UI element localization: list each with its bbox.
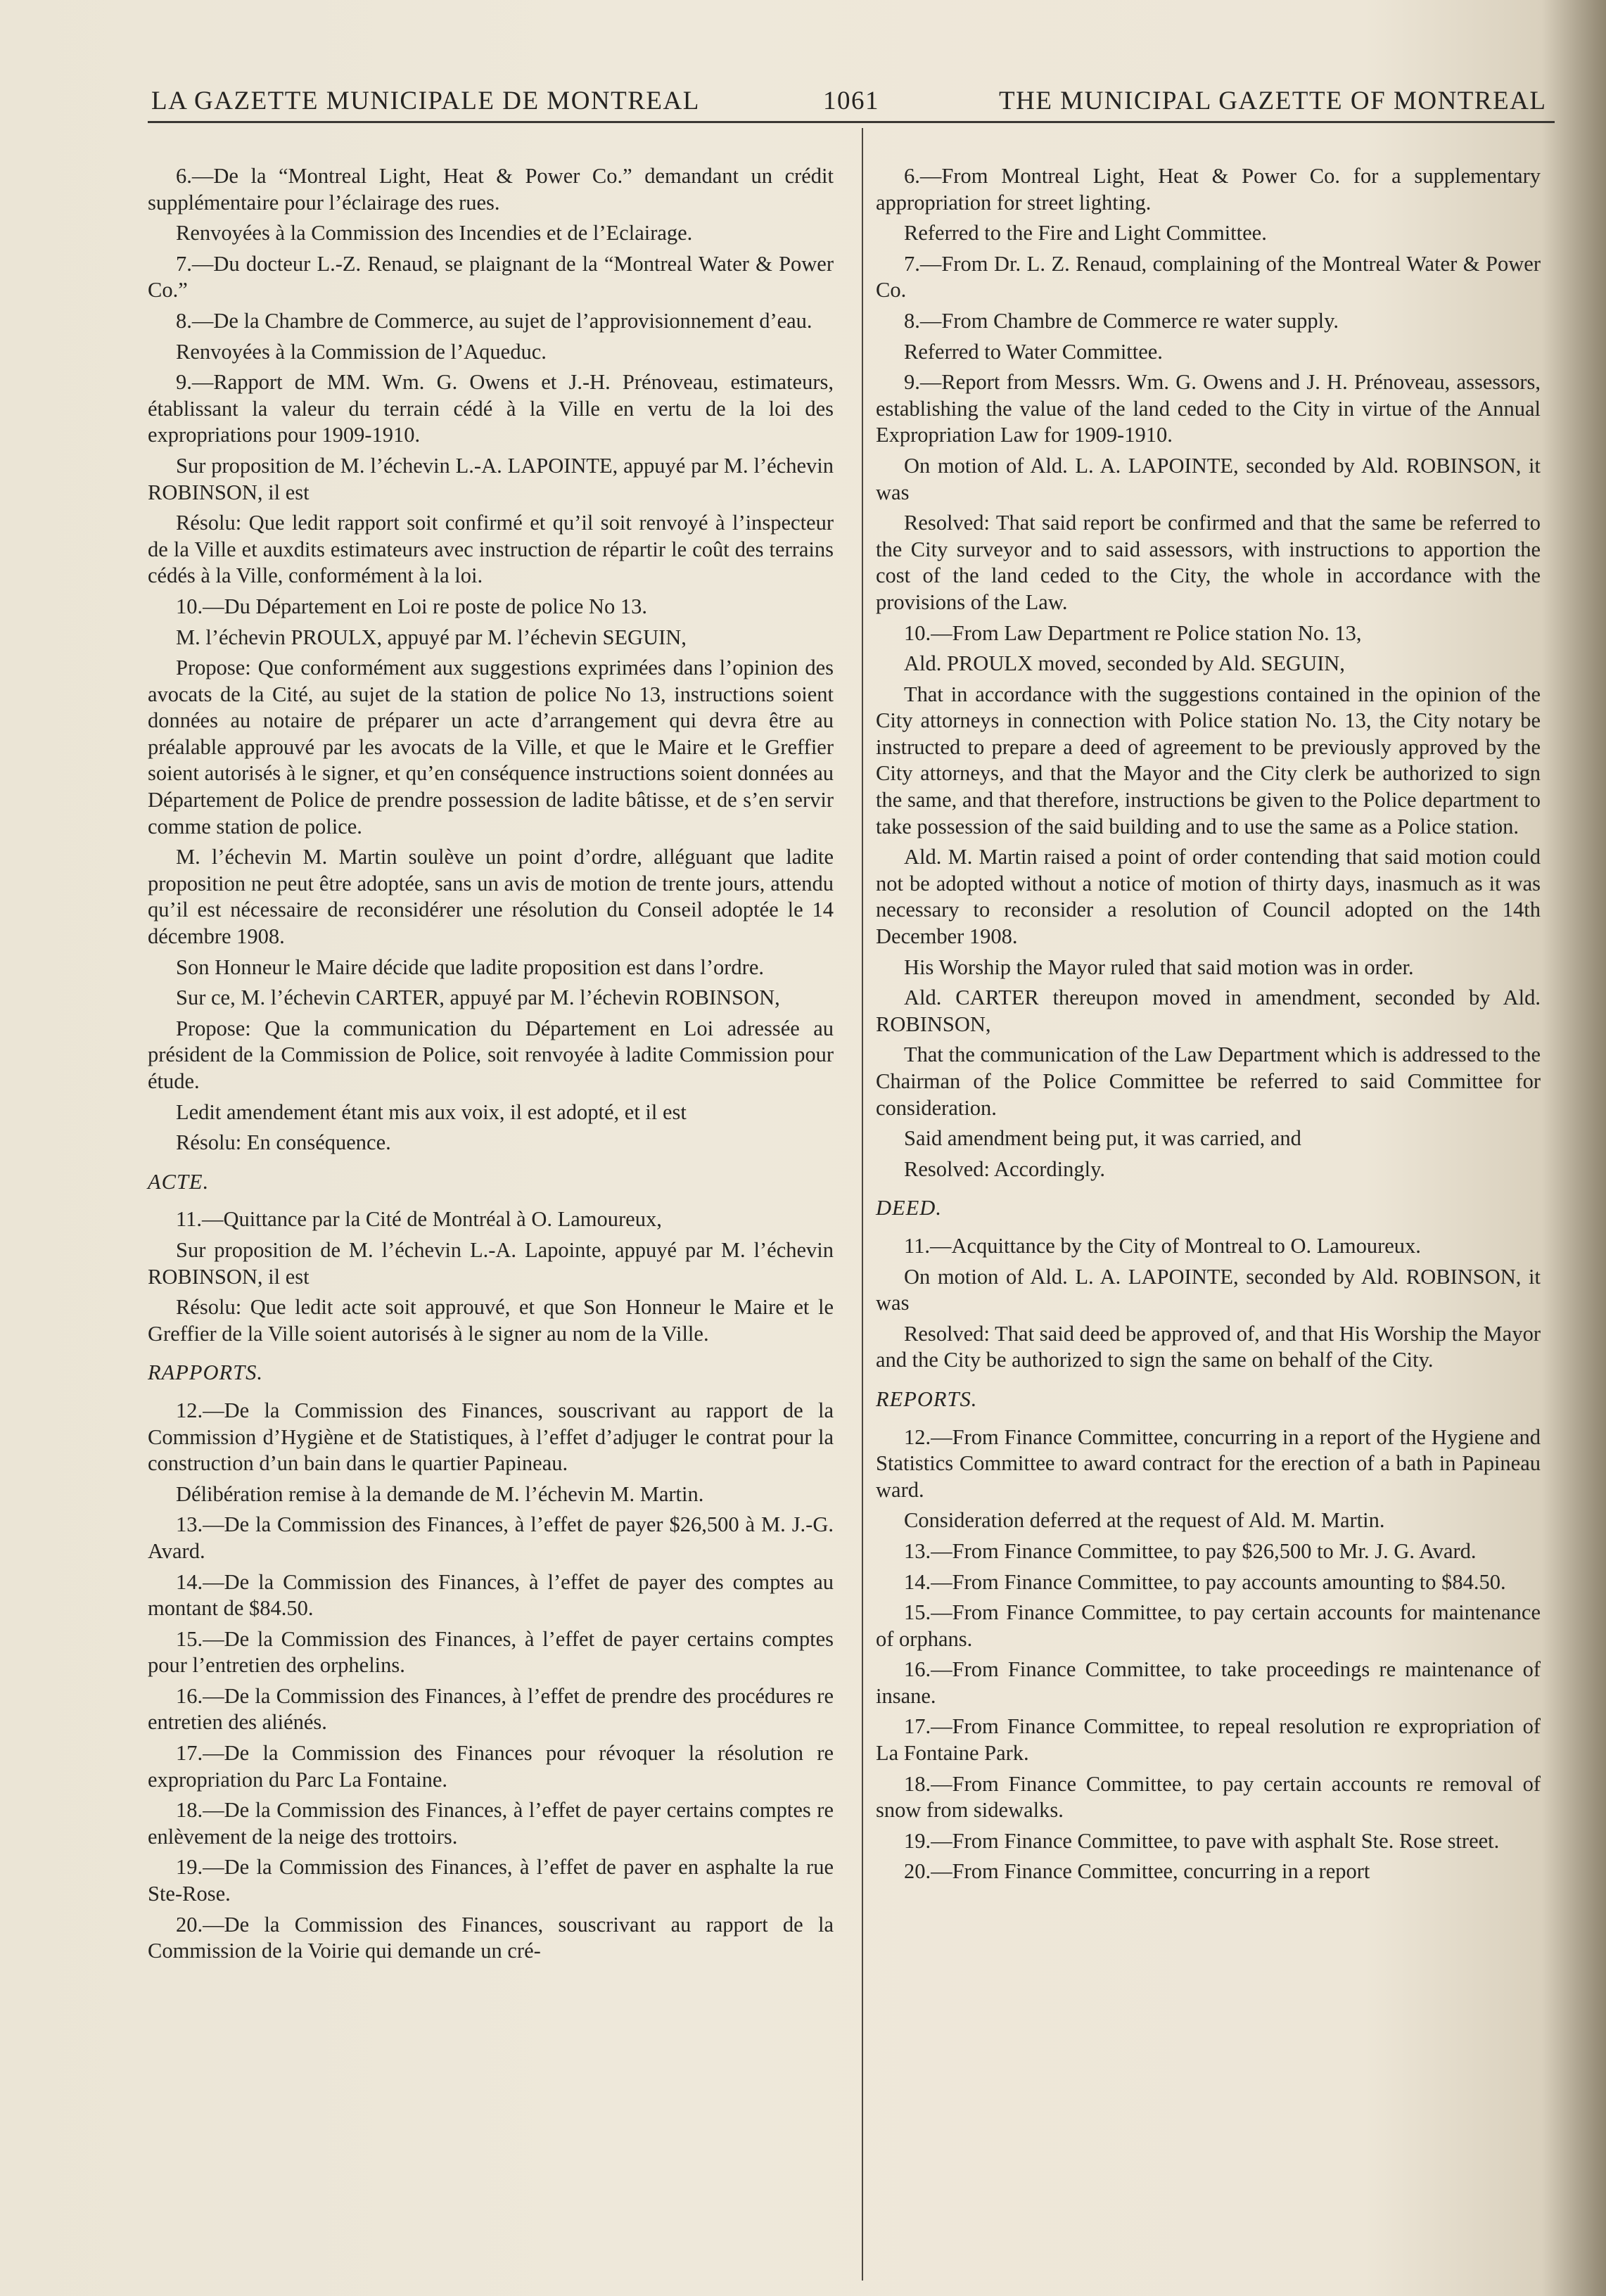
header-english-title: THE MUNICIPAL GAZETTE OF MONTREAL [999, 87, 1547, 115]
paragraph: Renvoyées à la Commission des Incendies et de l’Eclairage. [176, 221, 693, 245]
paragraph: M. l’échevin PROULX, appuyé par M. l’échevin SEGUIN, [176, 625, 687, 649]
paragraph: 7.—Du docteur L.-Z. Renaud, se plaignant de la “Montreal Water & Power Co.” [148, 251, 834, 302]
paragraph: 20.—From Finance Committee, concurring in a report [904, 1859, 1370, 1884]
paragraph: 12.—De la Commission des Finances, souscrivant au rapport de la Commission d’Hygiène et de Statistiques, à l’effet d’adjuger le contrat pour la construction d’un bain dans le quartier Papineau. [148, 1398, 834, 1476]
paragraph: 10.—From Law Department re Police station No. 13, [904, 620, 1362, 645]
paragraph: 19.—From Finance Committee, to pave with asphalt Ste. Rose street. [904, 1828, 1500, 1853]
paragraph: 20.—De la Commission des Finances, souscrivant au rapport de la Commission de la Voirie qui demande un cré- [148, 1912, 834, 1963]
paragraph: Said amendment being put, it was carried, and [904, 1126, 1301, 1151]
paragraph: 16.—From Finance Committee, to take proceedings re maintenance of insane. [876, 1657, 1541, 1708]
paragraph: Resolved: That said report be confirmed and that the same be referred to the City surveyor and to said assessors, with instructions to apportion the cost of the land ceded to the City, the whole in accordance with the provisions of the Law. [876, 511, 1541, 614]
paragraph: His Worship the Mayor ruled that said motion was in order. [904, 955, 1414, 979]
paragraph: 13.—From Finance Committee, to pay $26,500 to Mr. J. G. Avard. [904, 1538, 1477, 1563]
paragraph: Résolu: En conséquence. [176, 1130, 391, 1155]
paragraph: 18.—From Finance Committee, to pay certain accounts re removal of snow from sidewalks. [876, 1771, 1541, 1823]
paragraph: 8.—From Chambre de Commerce re water supply. [904, 308, 1339, 333]
paragraph: On motion of Ald. L. A. LAPOINTE, seconded by Ald. ROBINSON, it was [876, 453, 1541, 504]
paragraph: 17.—De la Commission des Finances pour révoquer la résolution re expropriation du Parc La Fontaine. [148, 1741, 834, 1792]
paragraph: On motion of Ald. L. A. LAPOINTE, seconded by Ald. ROBINSON, it was [876, 1264, 1541, 1315]
paragraph: 9.—Report from Messrs. Wm. G. Owens and J. H. Prénoveau, assessors, establishing the value of the land ceded to the City in virtue of the Annual Expropriation Law for 1909-1910. [876, 370, 1541, 447]
english-column [876, 163, 1541, 1889]
paragraph: 17.—From Finance Committee, to repeal resolution re expropriation of La Fontaine Park. [876, 1714, 1541, 1766]
paragraph: Délibération remise à la demande de M. l’échevin M. Martin. [176, 1481, 704, 1506]
paragraph: 16.—De la Commission des Finances, à l’effet de prendre des procédures re entretien des aliénés. [148, 1683, 834, 1735]
paragraph: Ald. M. Martin raised a point of order contending that said motion could not be adopted without a notice of motion of thirty days, inasmuch as it was necessary to reconsider a resolution of Council adopted on the 14th December 1908. [876, 845, 1541, 949]
paragraph: M. l’échevin M. Martin soulève un point d’ordre, alléguant que ladite proposition ne peut être adoptée, sans un avis de motion de trente jours, attendu qu’il est nécessaire de reconsidérer une résolution du Conseil adoptée le 14 décembre 1908. [148, 845, 834, 949]
paragraph: 6.—De la “Montreal Light, Heat & Power Co.” demandant un crédit supplémentaire pour l’éclairage des rues. [148, 164, 834, 215]
paragraph: Ledit amendement étant mis aux voix, il est adopté, et il est [176, 1099, 687, 1124]
paragraph: 15.—De la Commission des Finances, à l’effet de payer certains comptes pour l’entretien des orphelins. [148, 1626, 834, 1678]
paragraph: 15.—From Finance Committee, to pay certain accounts for maintenance of orphans. [876, 1600, 1541, 1651]
paragraph: Sur proposition de M. l’échevin L.-A. LAPOINTE, appuyé par M. l’échevin ROBINSON, il est [148, 453, 834, 504]
paragraph: Résolu: Que ledit rapport soit confirmé et qu’il soit renvoyé à l’inspecteur de la Ville et auxdits estimateurs avec instruction de répartir le coût des terrains cédés à la Ville, conformément à la loi. [148, 511, 834, 588]
paragraph: Resolved: That said deed be approved of, and that His Worship the Mayor and the City be authorized to sign the same on behalf of the City. [876, 1321, 1541, 1372]
paragraph: Ald. CARTER thereupon moved in amendment, seconded by Ald. ROBINSON, [876, 986, 1541, 1036]
page-number: 1061 [823, 87, 879, 115]
paragraph: That the communication of the Law Department which is addressed to the Chairman of the Police Committee be referred to said Committee for consideration. [876, 1042, 1541, 1120]
column-divider [862, 128, 863, 2281]
paragraph: Resolved: Accordingly. [904, 1156, 1106, 1181]
paragraph: 14.—De la Commission des Finances, à l’effet de payer des comptes au montant de $84.50. [148, 1569, 834, 1621]
paragraph: Résolu: Que ledit acte soit approuvé, et que Son Honneur le Maire et le Greffier de la Ville soient autorisés à le signer au nom de la Ville. [148, 1295, 834, 1346]
paragraph: Propose: Que conformément aux suggestions exprimées dans l’opinion des avocats de la Cité, au sujet de la station de police No 13, instructions soient données au notaire de préparer un acte d’arrangement qui devra être au préalable approuvé par les avocats de la Ville, et que le Maire et le Greffier soient autorisés à le signer, et qu’en conséquence instructions soient données au Département de Police de prendre possession de ladite bâtisse, et de s’en servir comme station de police. [148, 656, 834, 838]
paragraph: That in accordance with the suggestions contained in the opinion of the City attorneys in connection with Police station No. 13, the City notary be instructed to prepare a deed of agreement to be previously approved by the City attorneys, and that the Mayor and the City clerk be authorized to sign the same, and that therefore, instructions be given to the Police department to take possession of the said building and to use the same as a Police station. [876, 682, 1541, 838]
paragraph: 6.—From Montreal Light, Heat & Power Co. for a supplementary appropriation for street lighting. [876, 164, 1541, 215]
paragraph: Ald. PROULX moved, seconded by Ald. SEGUIN, [904, 651, 1345, 676]
paragraph: Son Honneur le Maire décide que ladite proposition est dans l’ordre. [176, 955, 764, 979]
paragraph: 11.—Quittance par la Cité de Montréal à O. Lamoureux, [176, 1207, 662, 1232]
paragraph: Sur proposition de M. l’échevin L.-A. Lapointe, appuyé par M. l’échevin ROBINSON, il est [148, 1237, 834, 1289]
paragraph: 10.—Du Département en Loi re poste de police No 13. [176, 594, 647, 618]
paragraph: 11.—Acquittance by the City of Montreal to O. Lamoureux. [904, 1233, 1421, 1258]
section-heading: DEED. [876, 1196, 942, 1220]
page-header [151, 86, 1551, 120]
paragraph: 13.—De la Commission des Finances, à l’effet de payer $26,500 à M. J.-G. Avard. [148, 1512, 834, 1563]
paragraph: Propose: Que la communication du Département en Loi adressée au président de la Commission de Police, soit renvoyée à ladite Commission pour étude. [148, 1016, 834, 1093]
paragraph: Referred to Water Committee. [904, 339, 1163, 364]
section-heading: ACTE. [148, 1169, 210, 1194]
section-heading: RAPPORTS. [148, 1360, 264, 1385]
paragraph: 7.—From Dr. L. Z. Renaud, complaining of the Montreal Water & Power Co. [876, 251, 1541, 302]
paragraph: Referred to the Fire and Light Committee. [904, 221, 1267, 245]
paragraph: 9.—Rapport de MM. Wm. G. Owens et J.-H. Prénoveau, estimateurs, établissant la valeur du terrain cédé à la Ville en vertu de la loi des expropriations pour 1909-1910. [148, 370, 834, 447]
paragraph: Renvoyées à la Commission de l’Aqueduc. [176, 339, 547, 364]
french-column [148, 163, 834, 1969]
paragraph: 12.—From Finance Committee, concurring in a report of the Hygiene and Statistics Committee to award contract for the erection of a bath in Papineau ward. [876, 1424, 1541, 1502]
paragraph: Sur ce, M. l’échevin CARTER, appuyé par M. l’échevin ROBINSON, [176, 986, 780, 1010]
paragraph: 19.—De la Commission des Finances, à l’effet de paver en asphalte la rue Ste-Rose. [148, 1855, 834, 1906]
paragraph: 8.—De la Chambre de Commerce, au sujet de l’approvisionnement d’eau. [176, 308, 812, 333]
paragraph: 18.—De la Commission des Finances, à l’effet de payer certains comptes re enlèvement de la neige des trottoirs. [148, 1798, 834, 1849]
paragraph: 14.—From Finance Committee, to pay accounts amounting to $84.50. [904, 1569, 1506, 1594]
header-rule [148, 121, 1555, 123]
section-heading: REPORTS. [876, 1386, 978, 1411]
paragraph: Consideration deferred at the request of Ald. M. Martin. [904, 1508, 1385, 1533]
header-french-title: LA GAZETTE MUNICIPALE DE MONTREAL [151, 87, 700, 115]
